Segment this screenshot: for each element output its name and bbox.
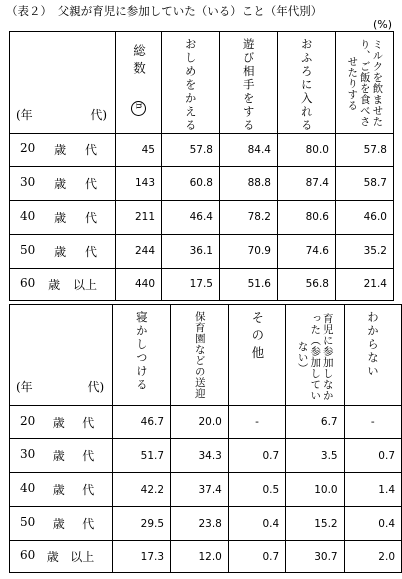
corner-close: 代) (90, 107, 107, 122)
row-label-part: 以上 (72, 277, 97, 292)
table-row (10, 507, 402, 541)
table-cell (10, 234, 116, 268)
header-t1-c1 (162, 32, 220, 134)
n-badge: n (131, 101, 146, 116)
header-t1-c2 (220, 32, 278, 134)
row-label (10, 447, 112, 464)
table-cell: 60.8 (162, 166, 220, 200)
row-label-part: 30 (20, 174, 36, 189)
table-cell: 46.0 (336, 200, 394, 234)
corner-cell (10, 32, 116, 134)
row-label-part: 40 (20, 208, 36, 223)
table-cell: 74.6 (278, 234, 336, 268)
corner-open: (年 (16, 107, 33, 122)
header-t1-c3 (278, 32, 336, 134)
table-row (10, 268, 394, 300)
header-t2-c1 (113, 305, 171, 406)
header-total (116, 32, 162, 134)
table-cell: - (228, 406, 285, 439)
table-cell: - (344, 406, 401, 439)
table-cell: 57.8 (162, 133, 220, 166)
table-cell: 58.7 (336, 166, 394, 200)
row-label-part: 60 (20, 275, 36, 290)
row-label-part: 以上 (70, 550, 95, 564)
row-label-part: 代 (84, 210, 97, 225)
table-cell: 1.4 (344, 473, 401, 507)
row-label (10, 548, 112, 565)
table-cell: 57.8 (336, 133, 394, 166)
table-cell (10, 200, 116, 234)
table-cell: 21.4 (336, 268, 394, 300)
table-row (10, 133, 394, 166)
table-cell: 56.8 (278, 268, 336, 300)
row-label-part: 代 (82, 517, 95, 531)
table-cell: 0.7 (344, 439, 401, 473)
table-cell: 3.5 (286, 439, 344, 473)
table-cell: 46.4 (162, 200, 220, 234)
row-label-part: 代 (84, 143, 97, 157)
row-label-part: 代) (87, 380, 105, 394)
row-label (10, 175, 115, 192)
row-label-part: 歳 (52, 483, 65, 497)
table-row (10, 234, 394, 268)
table-cell: 2.0 (344, 541, 401, 573)
table-cell (10, 166, 116, 200)
row-label-part: 20 (20, 141, 36, 155)
table-cell (10, 507, 113, 541)
row-label-part: 歳 (52, 517, 65, 531)
header-t2-c3 (228, 305, 285, 406)
table-cell: 0.4 (344, 507, 401, 541)
column-header-text: 寝かしつける (134, 311, 149, 392)
table-cell: 0.7 (228, 439, 285, 473)
table-cell: 6.7 (286, 406, 344, 439)
row-label-part: 代 (84, 244, 97, 259)
column-header-text: 遊び相手をする (241, 38, 256, 133)
table-cell: 51.6 (220, 268, 278, 300)
table-cell: 0.5 (228, 473, 285, 507)
column-header-text (131, 44, 147, 116)
row-label-part: 歳 (46, 550, 59, 564)
table-cell (10, 473, 113, 507)
table-cell: 440 (116, 268, 162, 300)
row-label (10, 141, 115, 158)
row-label-part: 60 (20, 548, 36, 562)
table-cell: 88.8 (220, 166, 278, 200)
table-cell: 12.0 (171, 541, 229, 573)
table-cell: 244 (116, 234, 162, 268)
table-cell: 30.7 (286, 541, 344, 573)
row-label-part: 歳 (52, 449, 65, 463)
table-cell: 80.6 (278, 200, 336, 234)
table-row (10, 406, 402, 439)
row-label (10, 515, 112, 532)
row-label-part: 歳 (54, 176, 67, 191)
table-row (10, 541, 402, 573)
table-cell: 143 (116, 166, 162, 200)
row-label-part: 歳 (54, 210, 67, 225)
table-cell (10, 268, 116, 300)
table-cell (10, 439, 113, 473)
row-label-part: 代 (84, 176, 97, 191)
table-cell: 78.2 (220, 200, 278, 234)
table-cell: 17.5 (162, 268, 220, 300)
table-2 (9, 304, 402, 573)
column-header-text: 育児に参加しなかった（参加していない） (296, 313, 334, 401)
row-label-part: 歳 (48, 277, 61, 292)
table-2-header-row (10, 305, 402, 406)
header-t1-c4 (336, 32, 394, 134)
row-label-part: 代 (82, 415, 95, 430)
row-label-part: 30 (20, 447, 36, 461)
header-total-label: 総数 (131, 44, 147, 79)
column-header-text: わからない (365, 311, 380, 379)
row-label (10, 414, 112, 431)
row-label-part: 50 (20, 515, 36, 529)
table-cell: 20.0 (171, 406, 229, 439)
table-cell: 80.0 (278, 133, 336, 166)
row-label-part: 歳 (54, 244, 67, 259)
row-label-part: 50 (20, 242, 36, 257)
unit-label: (%) (372, 18, 392, 31)
row-label-part: (年 (16, 380, 33, 394)
table-1-header-row (10, 32, 394, 134)
table-cell: 23.8 (171, 507, 229, 541)
corner-cell (10, 305, 113, 406)
column-header-text: おしめをかえる (183, 38, 198, 133)
table-row (10, 473, 402, 507)
column-header-text: ミルクを飲ませたり、ご飯を食べさせたりする (346, 39, 384, 127)
table-cell (10, 133, 116, 166)
row-label-part: 代 (82, 483, 95, 497)
table-cell: 17.3 (113, 541, 171, 573)
table-cell: 0.7 (228, 541, 285, 573)
row-label-part: 40 (20, 481, 36, 495)
table-row (10, 439, 402, 473)
table-cell: 84.4 (220, 133, 278, 166)
table-cell: 35.2 (336, 234, 394, 268)
table-cell: 0.4 (228, 507, 285, 541)
header-t2-c5 (344, 305, 401, 406)
row-label-part: 歳 (54, 143, 67, 157)
column-header-text: その他 (249, 311, 265, 364)
table-cell: 10.0 (286, 473, 344, 507)
table-cell: 15.2 (286, 507, 344, 541)
table-cell (10, 541, 113, 573)
table-cell: 211 (116, 200, 162, 234)
column-header-text: 保育園などの送迎 (193, 311, 206, 399)
column-header-text: おふろに入れる (299, 38, 314, 133)
table-cell: 87.4 (278, 166, 336, 200)
header-t2-c2 (171, 305, 229, 406)
table-cell: 46.7 (113, 406, 171, 439)
row-label-part: 20 (20, 413, 36, 428)
table-1 (9, 31, 394, 301)
table-cell: 34.3 (171, 439, 229, 473)
row-label-part: 歳 (52, 415, 65, 430)
table-row (10, 200, 394, 234)
row-label (10, 481, 112, 498)
row-label-part: 代 (82, 449, 95, 463)
row-label (10, 209, 115, 226)
table-cell: 29.5 (113, 507, 171, 541)
table-cell: 70.9 (220, 234, 278, 268)
table-cell (10, 406, 113, 439)
table-cell: 51.7 (113, 439, 171, 473)
table-cell: 42.2 (113, 473, 171, 507)
row-label (10, 243, 115, 260)
header-t2-c4 (286, 305, 344, 406)
table-title: （表２） 父親が育児に参加していた（いる）こと（年代別） (6, 4, 323, 18)
table-row (10, 166, 394, 200)
table-cell: 36.1 (162, 234, 220, 268)
table-cell: 45 (116, 133, 162, 166)
table-cell: 37.4 (171, 473, 229, 507)
row-label (10, 276, 115, 293)
